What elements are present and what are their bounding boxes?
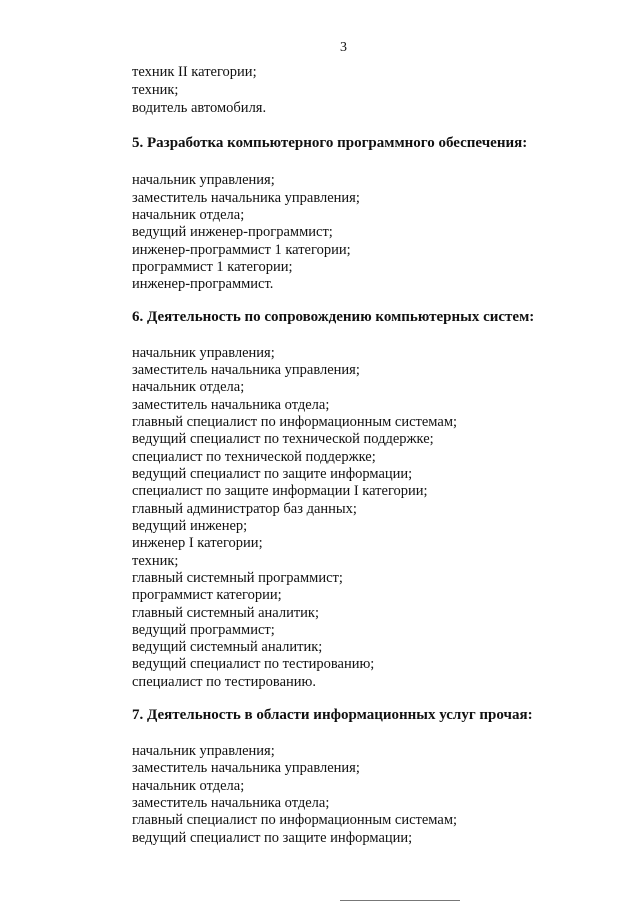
list-item: программист 1 категории; — [132, 259, 293, 275]
list-item: ведущий специалист по защите информации; — [132, 466, 413, 482]
list-item: ведущий программист; — [132, 622, 275, 638]
list-item: техник; — [132, 82, 179, 98]
list-item: техник II категории; — [132, 64, 257, 80]
list-item: начальник управления; — [132, 345, 275, 361]
list-item: инженер-программист. — [132, 276, 274, 292]
section-5-heading: 5. Разработка компьютерного программного обеспечения: — [132, 135, 528, 151]
list-item: заместитель начальника отдела; — [132, 397, 330, 413]
list-item: главный администратор баз данных; — [132, 501, 357, 517]
list-item: ведущий системный аналитик; — [132, 639, 323, 655]
list-item: ведущий специалист по тестированию; — [132, 656, 375, 672]
list-item: начальник управления; — [132, 172, 275, 188]
list-item: главный специалист по информационным системам; — [132, 414, 458, 430]
list-item: ведущий инженер-программист; — [132, 224, 333, 240]
list-item: начальник отдела; — [132, 778, 245, 794]
list-item: специалист по защите информации I категории; — [132, 483, 428, 499]
list-item: заместитель начальника отдела; — [132, 795, 330, 811]
list-item: ведущий специалист по технической поддержке; — [132, 431, 434, 447]
list-item: техник; — [132, 553, 179, 569]
list-item: начальник управления; — [132, 743, 275, 759]
list-item: заместитель начальника управления; — [132, 190, 360, 206]
page-number: 3 — [340, 40, 347, 55]
page-bottom-rule — [340, 900, 460, 901]
list-item: инженер I категории; — [132, 535, 263, 551]
list-item: заместитель начальника управления; — [132, 362, 360, 378]
list-item: начальник отдела; — [132, 207, 245, 223]
list-item: программист категории; — [132, 587, 282, 603]
list-item: главный специалист по информационным системам; — [132, 812, 458, 828]
section-7-heading: 7. Деятельность в области информационных услуг прочая: — [132, 707, 533, 723]
section-6-heading: 6. Деятельность по сопровождению компьютерных систем: — [132, 309, 535, 325]
list-item: специалист по тестированию. — [132, 674, 316, 690]
list-item: главный системный аналитик; — [132, 605, 320, 621]
list-item: водитель автомобиля. — [132, 100, 267, 116]
list-item: ведущий специалист по защите информации; — [132, 830, 413, 846]
list-item: заместитель начальника управления; — [132, 760, 360, 776]
list-item: специалист по технической поддержке; — [132, 449, 376, 465]
list-item: начальник отдела; — [132, 379, 245, 395]
list-item: главный системный программист; — [132, 570, 343, 586]
list-item: инженер-программист 1 категории; — [132, 242, 351, 258]
list-item: ведущий инженер; — [132, 518, 248, 534]
